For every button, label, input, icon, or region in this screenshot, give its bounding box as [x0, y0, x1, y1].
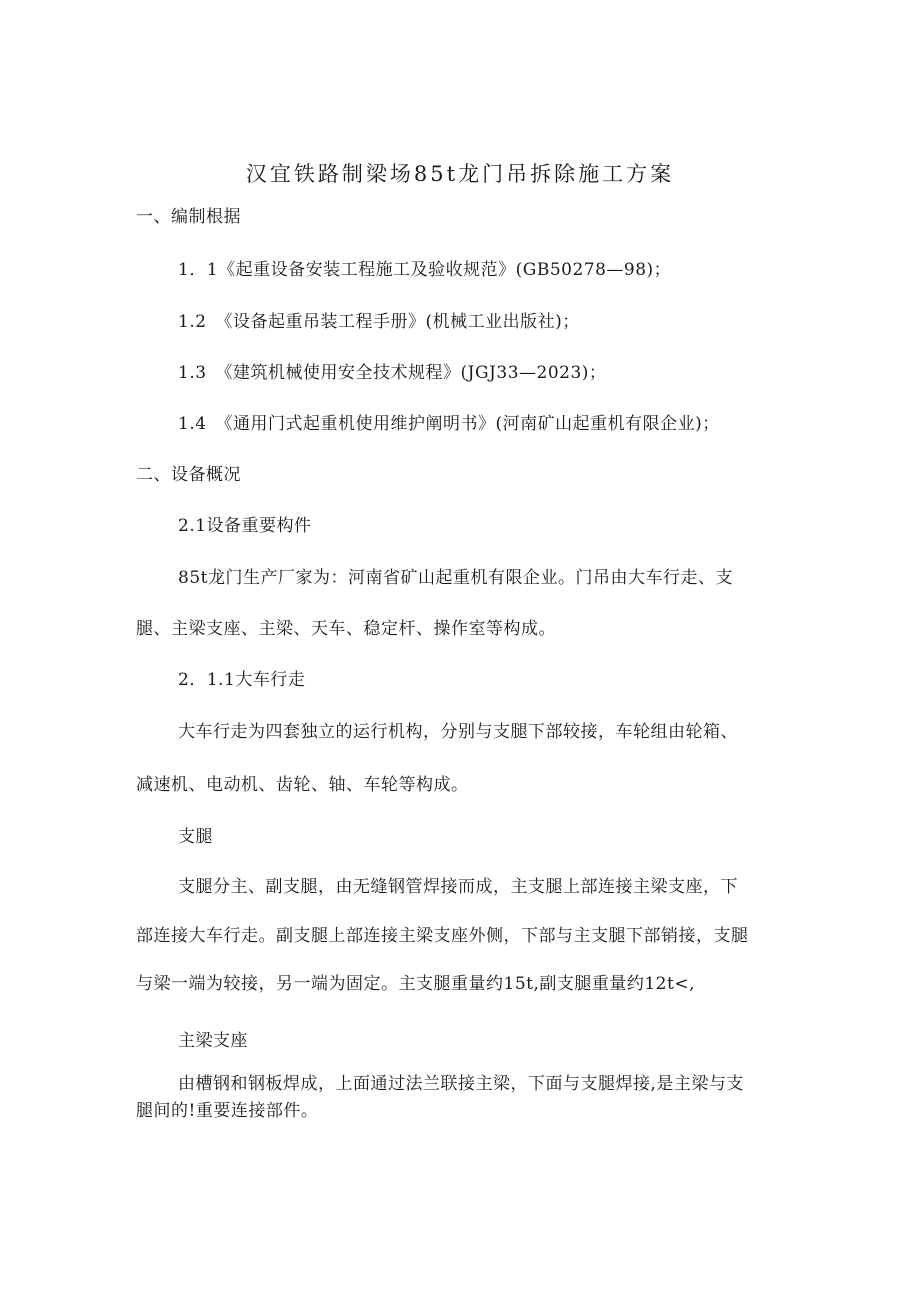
paragraph-line: 85t龙门生产厂家为：河南省矿山起重机有限企业。门吊由大车行走、支 — [178, 568, 733, 588]
paragraph-line: 部连接大车行走。副支腿上部连接主梁支座外侧，下部与主支腿下部销接，支腿 — [136, 926, 749, 946]
subsection-heading: 支腿 — [178, 827, 213, 847]
reference-item: 1．1《起重设备安装工程施工及验收规范》(GB50278—98)； — [178, 260, 672, 280]
paragraph-line: 减速机、电动机、齿轮、轴、车轮等构成。 — [136, 775, 469, 795]
section-heading: 一、编制根据 — [136, 207, 241, 227]
paragraph-line: 腿间的!重要连接部件。 — [136, 1101, 319, 1121]
section-heading: 二、设备概况 — [136, 465, 241, 485]
subsection-heading: 主梁支座 — [178, 1031, 248, 1051]
paragraph-line: 腿、主梁支座、主梁、天车、稳定杆、操作室等构成。 — [136, 619, 556, 639]
document-title: 汉宜铁路制梁场85t龙门吊拆除施工方案 — [245, 162, 675, 186]
paragraph-line: 支腿分主、副支腿，由无缝钢管焊接而成，主支腿上部连接主梁支座，下 — [178, 877, 738, 897]
paragraph-line: 与梁一端为较接，另一端为固定。主支腿重量约15t,副支腿重量约12t<, — [136, 974, 695, 994]
paragraph-line: 由槽钢和钢板焊成，上面通过法兰联接主梁，下面与支腿焊接,是主梁与支 — [178, 1074, 744, 1094]
paragraph-line: 大车行走为四套独立的运行机构，分别与支腿下部较接，车轮组由轮箱、 — [178, 722, 738, 742]
subsection-heading: 2.1设备重要构件 — [178, 516, 312, 536]
reference-item: 1.2 《设备起重吊装工程手册》(机械工业出版社)； — [178, 312, 580, 332]
reference-item: 1.3 《建筑机械使用安全技术规程》(JGJ33—2023)； — [178, 363, 607, 383]
reference-item: 1.4 《通用门式起重机使用维护阐明书》(河南矿山起重机有限企业)； — [178, 414, 720, 434]
subsection-heading: 2．1.1大车行走 — [178, 670, 306, 690]
